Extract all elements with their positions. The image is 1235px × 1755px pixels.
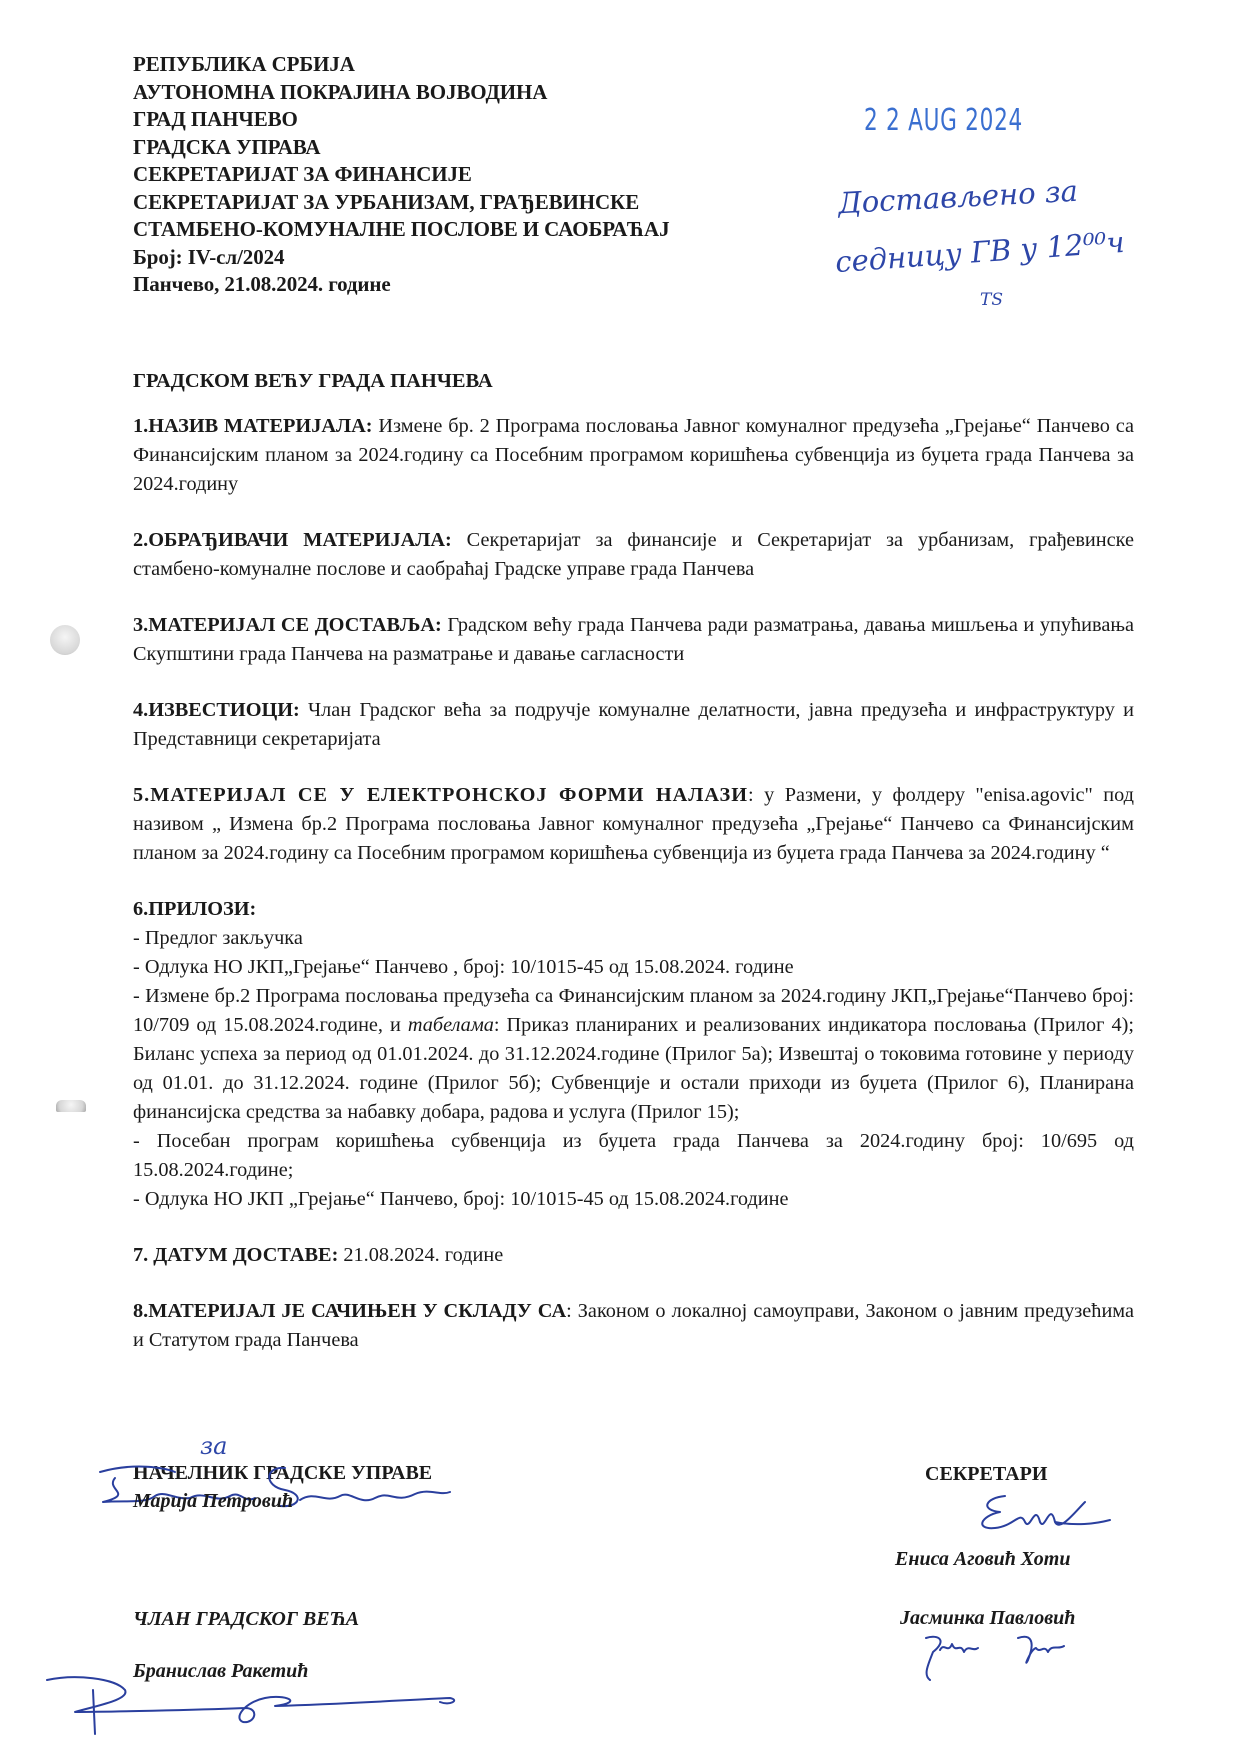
received-date-stamp: 2 2 AUG 2024 (864, 103, 1024, 138)
section-prepared-by (133, 526, 1134, 584)
attachment-item: - Одлука НО ЈКП „Грејање“ Панчево, број: 10/1015-45 од 15.08.2024.године (133, 1188, 789, 1210)
section-text: Члан Градског већа за подручје комуналне делатности, јавна предузећа и инфраструктуру и Представници секретаријата (133, 699, 1134, 750)
section-text: Градском већу града Панчева ради разматрања, давања мишљења и упућивања Скупштини града Панчева на разматрање и давање сагласности (133, 614, 1134, 665)
letterhead-line: СЕКРЕТАРИЈАТ ЗА УРБАНИЗАМ, ГРАЂЕВИНСКЕ (133, 189, 640, 214)
letterhead-line: СТАМБЕНО-КОМУНАЛНЕ ПОСЛОВЕ И САОБРАЋАЈ (133, 217, 670, 241)
letterhead (133, 51, 670, 299)
punch-hole-mark (50, 625, 80, 655)
document-number: Број: IV-сл/2024 (133, 244, 285, 269)
section-label: 7. ДАТУМ ДОСТАВЕ: (133, 1244, 339, 1266)
signature-title-secretaries (925, 1463, 1047, 1486)
letterhead-line: ГРАД ПАНЧЕВО (133, 107, 298, 131)
signature-name-secretary-2 (900, 1607, 1075, 1630)
section-electronic-location (133, 781, 1134, 868)
letterhead-line: СЕКРЕТАРИЈАТ ЗА ФИНАНСИЈЕ (133, 162, 472, 186)
letterhead-line: РЕПУБЛИКА СРБИЈА (133, 52, 355, 76)
handwritten-initials: ТS (980, 290, 1003, 310)
recipient-heading: ГРАДСКОМ ВЕЋУ ГРАДА ПАНЧЕВА (133, 370, 493, 392)
signature-title: НАЧЕЛНИК ГРАДСКЕ УПРАВЕ (133, 1462, 433, 1484)
section-label: 2.ОБРАЂИВАЧИ МАТЕРИЈАЛА: (133, 529, 452, 551)
signature-name-head (133, 1490, 293, 1513)
attachment-item: - Предлог закључка (133, 927, 303, 949)
section-material-title (133, 412, 1134, 499)
attachment-item (133, 982, 1134, 1127)
handwritten-signature-secretary-1 (975, 1492, 1115, 1537)
signatory-name: Бранислав Ракетић (133, 1660, 309, 1682)
section-compliance (133, 1297, 1134, 1355)
section-label: 1.НАЗИВ МАТЕРИЈАЛА: (133, 415, 373, 437)
attachment-text: : Приказ планираних и реализованих индикатора пословања (Прилог 4); Биланс успеха за период од 01.01.2024. до 31.12.2024.године (Прилог 5а); Извештај о токовима готовине у периоду од 01.01. до 31.12.2024. године (Прилог 5б); Субвенције и остали приходи из буџета (Прилог 6), Планирана финансијска средства за набавку добара, радова и услуга (Прилог 15); (133, 1014, 1134, 1123)
signatory-name: Јасминка Павловић (900, 1607, 1076, 1629)
section-text: : у Размени, у фолдеру "enisa.agovic" под називом „ Измена бр.2 Програма пословања Јавног комуналног предузећа „Грејање“ Панчево са Финансијским планом за 2024.годину са Посебним програмом коришћења субвенција из буџета града Панчева за 2024.годину “ (133, 784, 1135, 864)
punch-hole-mark (56, 1100, 86, 1112)
attachment-item: - Посебан програм коришћења субвенција из буџета града Панчева за 2024.годину број: 10/695 од 15.08.2024.године; (133, 1130, 1134, 1181)
letterhead-line: ГРАДСКА УПРАВА (133, 134, 321, 159)
attachment-text-italic: табелама (407, 1014, 494, 1036)
handwritten-note-line: седницу ГВ у 12⁰⁰ч (834, 224, 1126, 280)
section-delivery-date (133, 1241, 1134, 1270)
signatory-name: Ениса Аговић Хоти (895, 1548, 1071, 1570)
handwritten-signature-council-member (45, 1672, 465, 1742)
handwritten-signature-secretary-2 (918, 1630, 1098, 1685)
attachment-item: - Одлука НО ЈКП„Грејање“ Панчево , број: 10/1015-45 од 15.08.2024. године (133, 956, 794, 978)
attachment-text: - Измене бр.2 Програма пословања предузећа са Финансијским планом за 2024.годину ЈКП„Грејање“Панчево број: 10/709 од 15.08.2024.године, и (133, 985, 1134, 1036)
signatory-name: Марија Петровић (133, 1490, 294, 1512)
section-label: 5.МАТЕРИЈАЛ СЕ У ЕЛЕКТРОНСКОЈ ФОРМИ НАЛАЗИ (133, 784, 749, 806)
letterhead-line: АУТОНОМНА ПОКРАЈИНА ВОЈВОДИНА (133, 79, 548, 104)
handwritten-prefix: за (200, 1432, 228, 1460)
signature-title: СЕКРЕТАРИ (925, 1463, 1048, 1485)
attachments-title: 6.ПРИЛОЗИ: (133, 898, 257, 920)
handwritten-note-line: Достављено за (837, 173, 1079, 221)
signature-name-secretary-1 (895, 1548, 1070, 1571)
signature-title: ЧЛАН ГРАДСКОГ ВЕЋА (133, 1608, 360, 1630)
section-label: 4.ИЗВЕСТИОЦИ: (133, 699, 300, 721)
section-attachments (133, 895, 1134, 1214)
section-text: Секретаријат за финансије и Секретаријат за урбанизам, грађевинске стамбено-комуналне послове и саобраћај Градске управе града Панчева (133, 529, 1134, 580)
signature-title-council-member (133, 1608, 359, 1631)
section-label: 8.МАТЕРИЈАЛ ЈЕ САЧИЊЕН У СКЛАДУ СА (133, 1300, 567, 1322)
document-date: Панчево, 21.08.2024. године (133, 272, 391, 296)
section-label: 3.МАТЕРИЈАЛ СЕ ДОСТАВЉА: (133, 614, 442, 636)
section-text: : Законом о локалној самоуправи, Законом о јавним предузећима и Статутом града Панчева (133, 1300, 1135, 1351)
section-text: Измене бр. 2 Програма пословања Јавног комуналног предузећа „Грејање“ Панчево са Финансијским планом за 2024.годину са Посебним програмом коришћења субвенција из буџета града Панчева за 2024.годину (133, 415, 1134, 495)
document-body (133, 412, 1134, 1382)
section-text: 21.08.2024. године (338, 1244, 504, 1266)
section-rapporteurs (133, 696, 1134, 754)
section-delivered-to (133, 611, 1134, 669)
